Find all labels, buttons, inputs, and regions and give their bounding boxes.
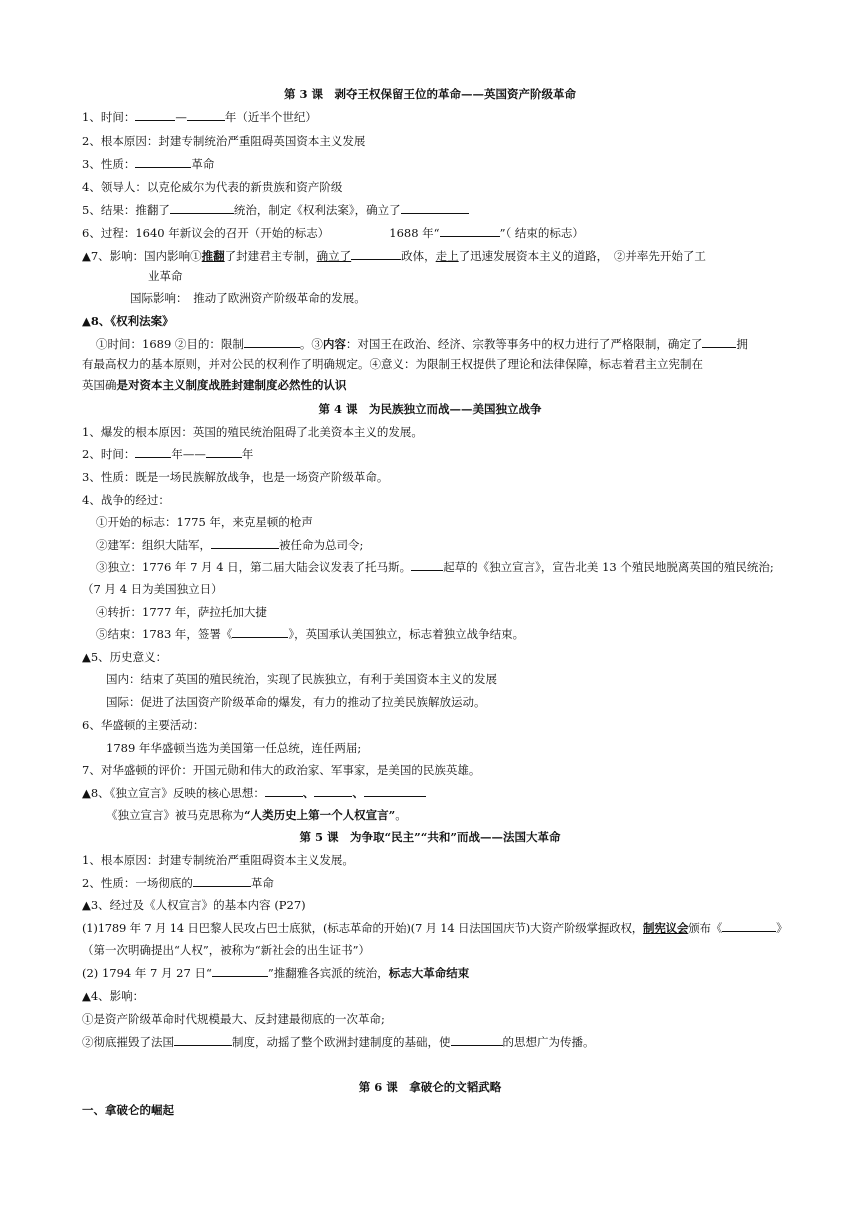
lesson3-item4: 4、领导人：以克伦威尔为代表的新贵族和资产阶级 bbox=[82, 180, 343, 194]
lesson4-item2: 2、时间： 年—— 年 bbox=[82, 447, 254, 461]
lesson3-item8-c: 英国确是对资本主义制度战胜封建制度必然性的认识 bbox=[82, 378, 347, 392]
lesson4-sub1: ①开始的标志：1775 年，来克星顿的枪声 bbox=[96, 515, 313, 529]
lesson4-item8-b: 《独立宣言》被马克思称为“人类历史上第一个人权宣言”。 bbox=[106, 808, 407, 822]
fill-blank[interactable] bbox=[351, 248, 401, 260]
lesson4-item6-a: 1789 年华盛顿当选为美国第一任总统，连任两届; bbox=[106, 741, 362, 755]
lesson4-item3: 3、性质：既是一场民族解放战争，也是一场资产阶级革命。 bbox=[82, 470, 389, 484]
lesson3-item8: ▲8、《权利法案》 bbox=[82, 314, 174, 328]
fill-blank[interactable] bbox=[187, 109, 225, 121]
lesson4-item1: 1、爆发的根本原因：英国的殖民统治阻碍了北美资本主义的发展。 bbox=[82, 425, 423, 439]
lesson4-item5-domestic: 国内：结束了英国的殖民统治，实现了民族独立，有利于美国资本主义的发展 bbox=[106, 672, 497, 686]
lesson3-item7-cont: 业革命 bbox=[148, 269, 183, 283]
lesson6-title: 第 6 课 拿破仑的文韬武略 bbox=[358, 1080, 502, 1094]
lesson4-item5: ▲5、历史意义： bbox=[82, 650, 168, 664]
fill-blank[interactable] bbox=[440, 225, 500, 237]
lesson5-item4-a: ①是资产阶级革命时代规模最大、反封建最彻底的一次革命; bbox=[82, 1012, 385, 1026]
lesson5-item3-b: (2) 1794 年 7 月 27 日“ ”推翻雅各宾派的统治，标志大革命结束 bbox=[82, 966, 470, 980]
lesson4-sub4: ④转折：1777 年，萨拉托加大捷 bbox=[96, 605, 267, 619]
fill-blank[interactable] bbox=[702, 336, 736, 348]
fill-blank[interactable] bbox=[232, 626, 288, 638]
lesson3-item1: 1、时间： — 年（近半个世纪） bbox=[82, 110, 317, 124]
fill-blank[interactable] bbox=[411, 559, 443, 571]
lesson5-item3: ▲3、经过及《人权宣言》的基本内容 (P27) bbox=[82, 898, 306, 912]
fill-blank[interactable] bbox=[135, 109, 175, 121]
lesson6-section1: 一、拿破仑的崛起 bbox=[82, 1103, 174, 1117]
fill-blank[interactable] bbox=[211, 537, 279, 549]
lesson5-item4: ▲4、影响： bbox=[82, 989, 145, 1003]
lesson3-item8-a: ①时间：1689 ②目的：限制 。③内容：对国王在政治、经济、宗教等事务中的权力进行了严格限制，确定了 拥 bbox=[96, 337, 748, 351]
lesson3-item5: 5、结果：推翻了 统治，制定《权利法案》，确立了 bbox=[82, 202, 820, 218]
lesson4-sub5: ⑤结束：1783 年，签署《 》，英国承认美国独立，标志着独立战争结束。 bbox=[96, 627, 525, 641]
lesson5-title: 第 5 课 为争取“民主”“共和”而战——法国大革命 bbox=[299, 830, 561, 844]
lesson4-item8: ▲8、《独立宣言》反映的核心思想： 、 、 bbox=[82, 785, 820, 801]
fill-blank[interactable] bbox=[401, 202, 469, 214]
lesson3-title: 第 3 课 剥夺王权保留王位的革命——英国资产阶级革命 bbox=[283, 87, 576, 101]
lesson4-sub2: ②建军：组织大陆军， 被任命为总司令; bbox=[96, 538, 364, 552]
lesson4-item7: 7、对华盛顿的评价：开国元勋和伟大的政治家、军事家，是美国的民族英雄。 bbox=[82, 763, 481, 777]
lesson4-item6: 6、华盛顿的主要活动： bbox=[82, 718, 205, 732]
fill-blank[interactable] bbox=[212, 965, 268, 977]
fill-blank[interactable] bbox=[193, 875, 251, 887]
fill-blank[interactable] bbox=[206, 446, 242, 458]
lesson4-title: 第 4 课 为民族独立而战——美国独立战争 bbox=[318, 402, 542, 416]
lesson3-item6: 6、过程：1640 年新议会的召开（开始的标志） 1688 年“ ”（ 结束的标志） bbox=[82, 226, 584, 240]
lesson4-item5-intl: 国际：促进了法国资产阶级革命的爆发，有力的推动了拉美民族解放运动。 bbox=[106, 695, 486, 709]
fill-blank[interactable] bbox=[314, 785, 352, 797]
lesson5-item4-b: ②彻底摧毁了法国 制度，动摇了整个欧洲封建制度的基础，使 的思想广为传播。 bbox=[82, 1035, 595, 1049]
fill-blank[interactable] bbox=[265, 785, 303, 797]
lesson3-item7-intl: 国际影响： 推动了欧洲资产阶级革命的发展。 bbox=[130, 291, 366, 305]
lesson3-item3: 3、性质： 革命 bbox=[82, 157, 215, 171]
fill-blank[interactable] bbox=[135, 446, 171, 458]
lesson4-item4: 4、战争的经过： bbox=[82, 493, 170, 507]
fill-blank[interactable] bbox=[451, 1034, 503, 1046]
lesson3-item8-b: 有最高权力的基本原则，并对公民的权利作了明确规定。④意义：为限制王权提供了理论和法律保障，标志着君主立宪制在 bbox=[82, 357, 703, 371]
lesson5-item1: 1、根本原因：封建专制统治严重阻碍资本主义发展。 bbox=[82, 853, 354, 867]
lesson3-item7: ▲7、影响：国内影响①推翻了封建君主专制，确立了 政体，走上了迅速发展资本主义的道路， ②并率先开始了工 bbox=[82, 249, 706, 263]
fill-blank[interactable] bbox=[170, 202, 234, 214]
lesson3-item2: 2、根本原因：封建专制统治严重阻碍英国资本主义发展 bbox=[82, 134, 366, 148]
fill-blank[interactable] bbox=[722, 920, 776, 932]
fill-blank[interactable] bbox=[244, 336, 300, 348]
lesson5-item2: 2、性质：一场彻底的 革命 bbox=[82, 876, 274, 890]
lesson4-sub3-note: （7 月 4 日为美国独立日） bbox=[82, 582, 223, 596]
lesson5-item3-note: （第一次明确提出“人权”，被称为“新社会的出生证书”） bbox=[82, 943, 371, 957]
lesson5-item3-a: (1)1789 年 7 月 14 日巴黎人民攻占巴士底狱，(标志革命的开始)(7 月 14 日法国国庆节)大资产阶级掌握政权，制宪议会颁布《 》 bbox=[82, 921, 788, 935]
fill-blank[interactable] bbox=[135, 156, 191, 168]
fill-blank[interactable] bbox=[174, 1034, 232, 1046]
lesson4-sub3: ③独立：1776 年 7 月 4 日，第二届大陆会议发表了托马斯。 起草的《独立宣言》，宣告北美 13 个殖民地脱离英国的殖民统治; bbox=[96, 560, 774, 574]
fill-blank[interactable] bbox=[364, 785, 426, 797]
